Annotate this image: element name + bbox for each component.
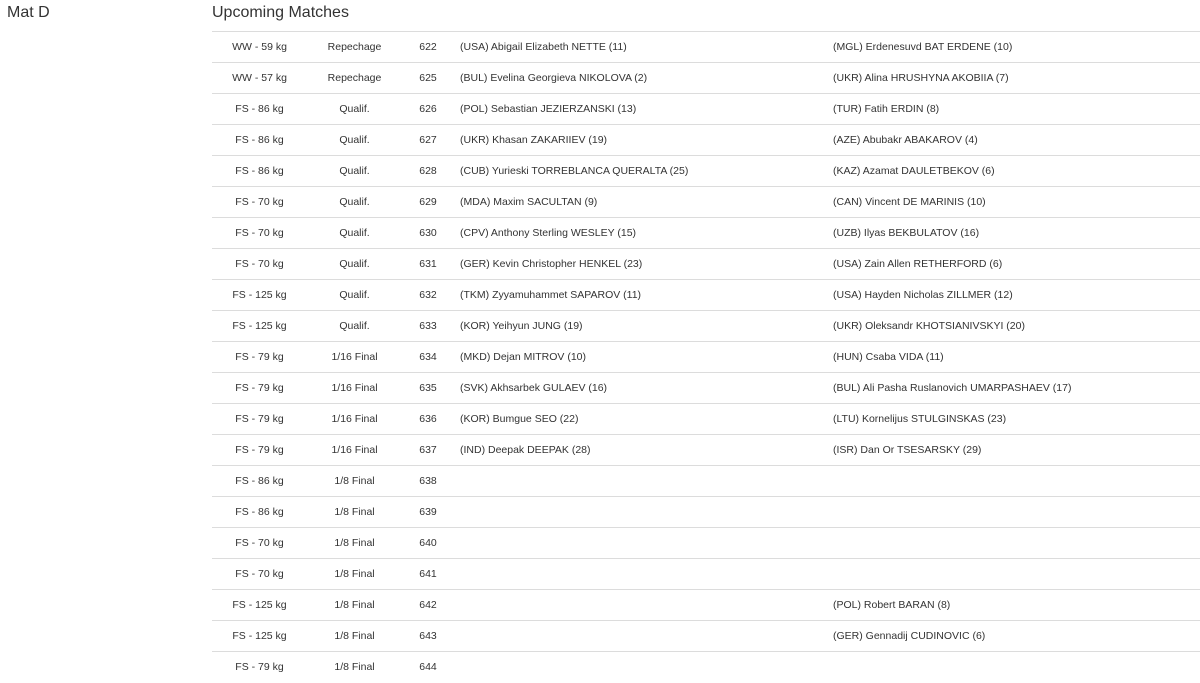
- round-cell: 1/8 Final: [307, 497, 402, 528]
- weight-class-cell: FS - 86 kg: [212, 497, 307, 528]
- blue-wrestler-cell: [833, 559, 1200, 590]
- weight-class-cell: FS - 70 kg: [212, 218, 307, 249]
- blue-wrestler-cell: [833, 497, 1200, 528]
- match-row: [212, 404, 1200, 435]
- blue-wrestler-cell: (UKR) Alina HRUSHYNA AKOBIIA (7): [833, 63, 1200, 94]
- blue-wrestler-cell: (GER) Gennadij CUDINOVIC (6): [833, 621, 1200, 652]
- match-number-cell: 629: [402, 187, 454, 218]
- match-row: [212, 652, 1200, 683]
- blue-wrestler-cell: [833, 528, 1200, 559]
- weight-class-cell: FS - 79 kg: [212, 342, 307, 373]
- red-wrestler-cell: [454, 528, 833, 559]
- round-cell: 1/16 Final: [307, 404, 402, 435]
- blue-wrestler-cell: (ISR) Dan Or TSESARSKY (29): [833, 435, 1200, 466]
- mat-title: Mat D: [7, 4, 50, 21]
- match-row: [212, 32, 1200, 63]
- blue-wrestler-cell: (POL) Robert BARAN (8): [833, 590, 1200, 621]
- round-cell: Qualif.: [307, 187, 402, 218]
- round-cell: 1/8 Final: [307, 466, 402, 497]
- match-row: [212, 621, 1200, 652]
- weight-class-cell: FS - 70 kg: [212, 187, 307, 218]
- match-number-cell: 636: [402, 404, 454, 435]
- round-cell: 1/16 Final: [307, 342, 402, 373]
- weight-class-cell: FS - 79 kg: [212, 435, 307, 466]
- weight-class-cell: FS - 86 kg: [212, 94, 307, 125]
- round-cell: Qualif.: [307, 125, 402, 156]
- blue-wrestler-cell: (CAN) Vincent DE MARINIS (10): [833, 187, 1200, 218]
- red-wrestler-cell: [454, 497, 833, 528]
- match-number-cell: 638: [402, 466, 454, 497]
- weight-class-cell: FS - 86 kg: [212, 466, 307, 497]
- match-number-cell: 631: [402, 249, 454, 280]
- red-wrestler-cell: (TKM) Zyyamuhammet SAPAROV (11): [454, 280, 833, 311]
- section-title: Upcoming Matches: [212, 4, 349, 21]
- round-cell: Qualif.: [307, 249, 402, 280]
- round-cell: 1/8 Final: [307, 528, 402, 559]
- match-row: [212, 280, 1200, 311]
- blue-wrestler-cell: [833, 652, 1200, 683]
- blue-wrestler-cell: (TUR) Fatih ERDIN (8): [833, 94, 1200, 125]
- weight-class-cell: FS - 70 kg: [212, 559, 307, 590]
- match-number-cell: 635: [402, 373, 454, 404]
- match-number-cell: 634: [402, 342, 454, 373]
- round-cell: Qualif.: [307, 218, 402, 249]
- match-number-cell: 625: [402, 63, 454, 94]
- match-number-cell: 641: [402, 559, 454, 590]
- weight-class-cell: FS - 79 kg: [212, 652, 307, 683]
- match-number-cell: 622: [402, 32, 454, 63]
- red-wrestler-cell: (MKD) Dejan MITROV (10): [454, 342, 833, 373]
- match-row: [212, 94, 1200, 125]
- weight-class-cell: FS - 125 kg: [212, 621, 307, 652]
- round-cell: 1/8 Final: [307, 559, 402, 590]
- red-wrestler-cell: (GER) Kevin Christopher HENKEL (23): [454, 249, 833, 280]
- weight-class-cell: FS - 125 kg: [212, 311, 307, 342]
- blue-wrestler-cell: [833, 466, 1200, 497]
- red-wrestler-cell: (UKR) Khasan ZAKARIIEV (19): [454, 125, 833, 156]
- red-wrestler-cell: (KOR) Yeihyun JUNG (19): [454, 311, 833, 342]
- match-row: [212, 435, 1200, 466]
- blue-wrestler-cell: (BUL) Ali Pasha Ruslanovich UMARPASHAEV (17): [833, 373, 1200, 404]
- blue-wrestler-cell: (HUN) Csaba VIDA (11): [833, 342, 1200, 373]
- match-row: [212, 590, 1200, 621]
- match-number-cell: 643: [402, 621, 454, 652]
- match-number-cell: 628: [402, 156, 454, 187]
- round-cell: 1/16 Final: [307, 435, 402, 466]
- weight-class-cell: FS - 86 kg: [212, 125, 307, 156]
- match-row: [212, 466, 1200, 497]
- match-row: [212, 63, 1200, 94]
- match-row: [212, 497, 1200, 528]
- red-wrestler-cell: (USA) Abigail Elizabeth NETTE (11): [454, 32, 833, 63]
- weight-class-cell: FS - 70 kg: [212, 249, 307, 280]
- match-number-cell: 630: [402, 218, 454, 249]
- match-row: [212, 342, 1200, 373]
- blue-wrestler-cell: (UKR) Oleksandr KHOTSIANIVSKYI (20): [833, 311, 1200, 342]
- red-wrestler-cell: (KOR) Bumgue SEO (22): [454, 404, 833, 435]
- match-number-cell: 633: [402, 311, 454, 342]
- red-wrestler-cell: [454, 652, 833, 683]
- blue-wrestler-cell: (AZE) Abubakr ABAKAROV (4): [833, 125, 1200, 156]
- match-number-cell: 626: [402, 94, 454, 125]
- red-wrestler-cell: (CUB) Yurieski TORREBLANCA QUERALTA (25): [454, 156, 833, 187]
- round-cell: 1/8 Final: [307, 652, 402, 683]
- match-number-cell: 640: [402, 528, 454, 559]
- round-cell: 1/16 Final: [307, 373, 402, 404]
- weight-class-cell: FS - 79 kg: [212, 373, 307, 404]
- red-wrestler-cell: (CPV) Anthony Sterling WESLEY (15): [454, 218, 833, 249]
- round-cell: Repechage: [307, 63, 402, 94]
- red-wrestler-cell: [454, 466, 833, 497]
- match-row: [212, 187, 1200, 218]
- match-row: [212, 559, 1200, 590]
- weight-class-cell: FS - 70 kg: [212, 528, 307, 559]
- red-wrestler-cell: (BUL) Evelina Georgieva NIKOLOVA (2): [454, 63, 833, 94]
- red-wrestler-cell: [454, 621, 833, 652]
- round-cell: Qualif.: [307, 156, 402, 187]
- match-row: [212, 249, 1200, 280]
- weight-class-cell: FS - 125 kg: [212, 280, 307, 311]
- match-number-cell: 644: [402, 652, 454, 683]
- red-wrestler-cell: [454, 590, 833, 621]
- round-cell: 1/8 Final: [307, 590, 402, 621]
- blue-wrestler-cell: (LTU) Kornelijus STULGINSKAS (23): [833, 404, 1200, 435]
- match-number-cell: 639: [402, 497, 454, 528]
- weight-class-cell: FS - 125 kg: [212, 590, 307, 621]
- red-wrestler-cell: (IND) Deepak DEEPAK (28): [454, 435, 833, 466]
- weight-class-cell: WW - 57 kg: [212, 63, 307, 94]
- match-number-cell: 642: [402, 590, 454, 621]
- round-cell: Repechage: [307, 32, 402, 63]
- weight-class-cell: FS - 86 kg: [212, 156, 307, 187]
- weight-class-cell: WW - 59 kg: [212, 32, 307, 63]
- match-number-cell: 637: [402, 435, 454, 466]
- round-cell: Qualif.: [307, 94, 402, 125]
- blue-wrestler-cell: (MGL) Erdenesuvd BAT ERDENE (10): [833, 32, 1200, 63]
- blue-wrestler-cell: (KAZ) Azamat DAULETBEKOV (6): [833, 156, 1200, 187]
- weight-class-cell: FS - 79 kg: [212, 404, 307, 435]
- red-wrestler-cell: (POL) Sebastian JEZIERZANSKI (13): [454, 94, 833, 125]
- match-row: [212, 373, 1200, 404]
- upcoming-matches-table: [212, 31, 1200, 683]
- match-row: [212, 125, 1200, 156]
- match-rows: [212, 32, 1200, 683]
- match-row: [212, 218, 1200, 249]
- red-wrestler-cell: (MDA) Maxim SACULTAN (9): [454, 187, 833, 218]
- match-row: [212, 311, 1200, 342]
- round-cell: Qualif.: [307, 311, 402, 342]
- match-number-cell: 632: [402, 280, 454, 311]
- blue-wrestler-cell: (USA) Zain Allen RETHERFORD (6): [833, 249, 1200, 280]
- blue-wrestler-cell: (UZB) Ilyas BEKBULATOV (16): [833, 218, 1200, 249]
- match-number-cell: 627: [402, 125, 454, 156]
- red-wrestler-cell: (SVK) Akhsarbek GULAEV (16): [454, 373, 833, 404]
- match-row: [212, 156, 1200, 187]
- round-cell: Qualif.: [307, 280, 402, 311]
- blue-wrestler-cell: (USA) Hayden Nicholas ZILLMER (12): [833, 280, 1200, 311]
- round-cell: 1/8 Final: [307, 621, 402, 652]
- match-row: [212, 528, 1200, 559]
- red-wrestler-cell: [454, 559, 833, 590]
